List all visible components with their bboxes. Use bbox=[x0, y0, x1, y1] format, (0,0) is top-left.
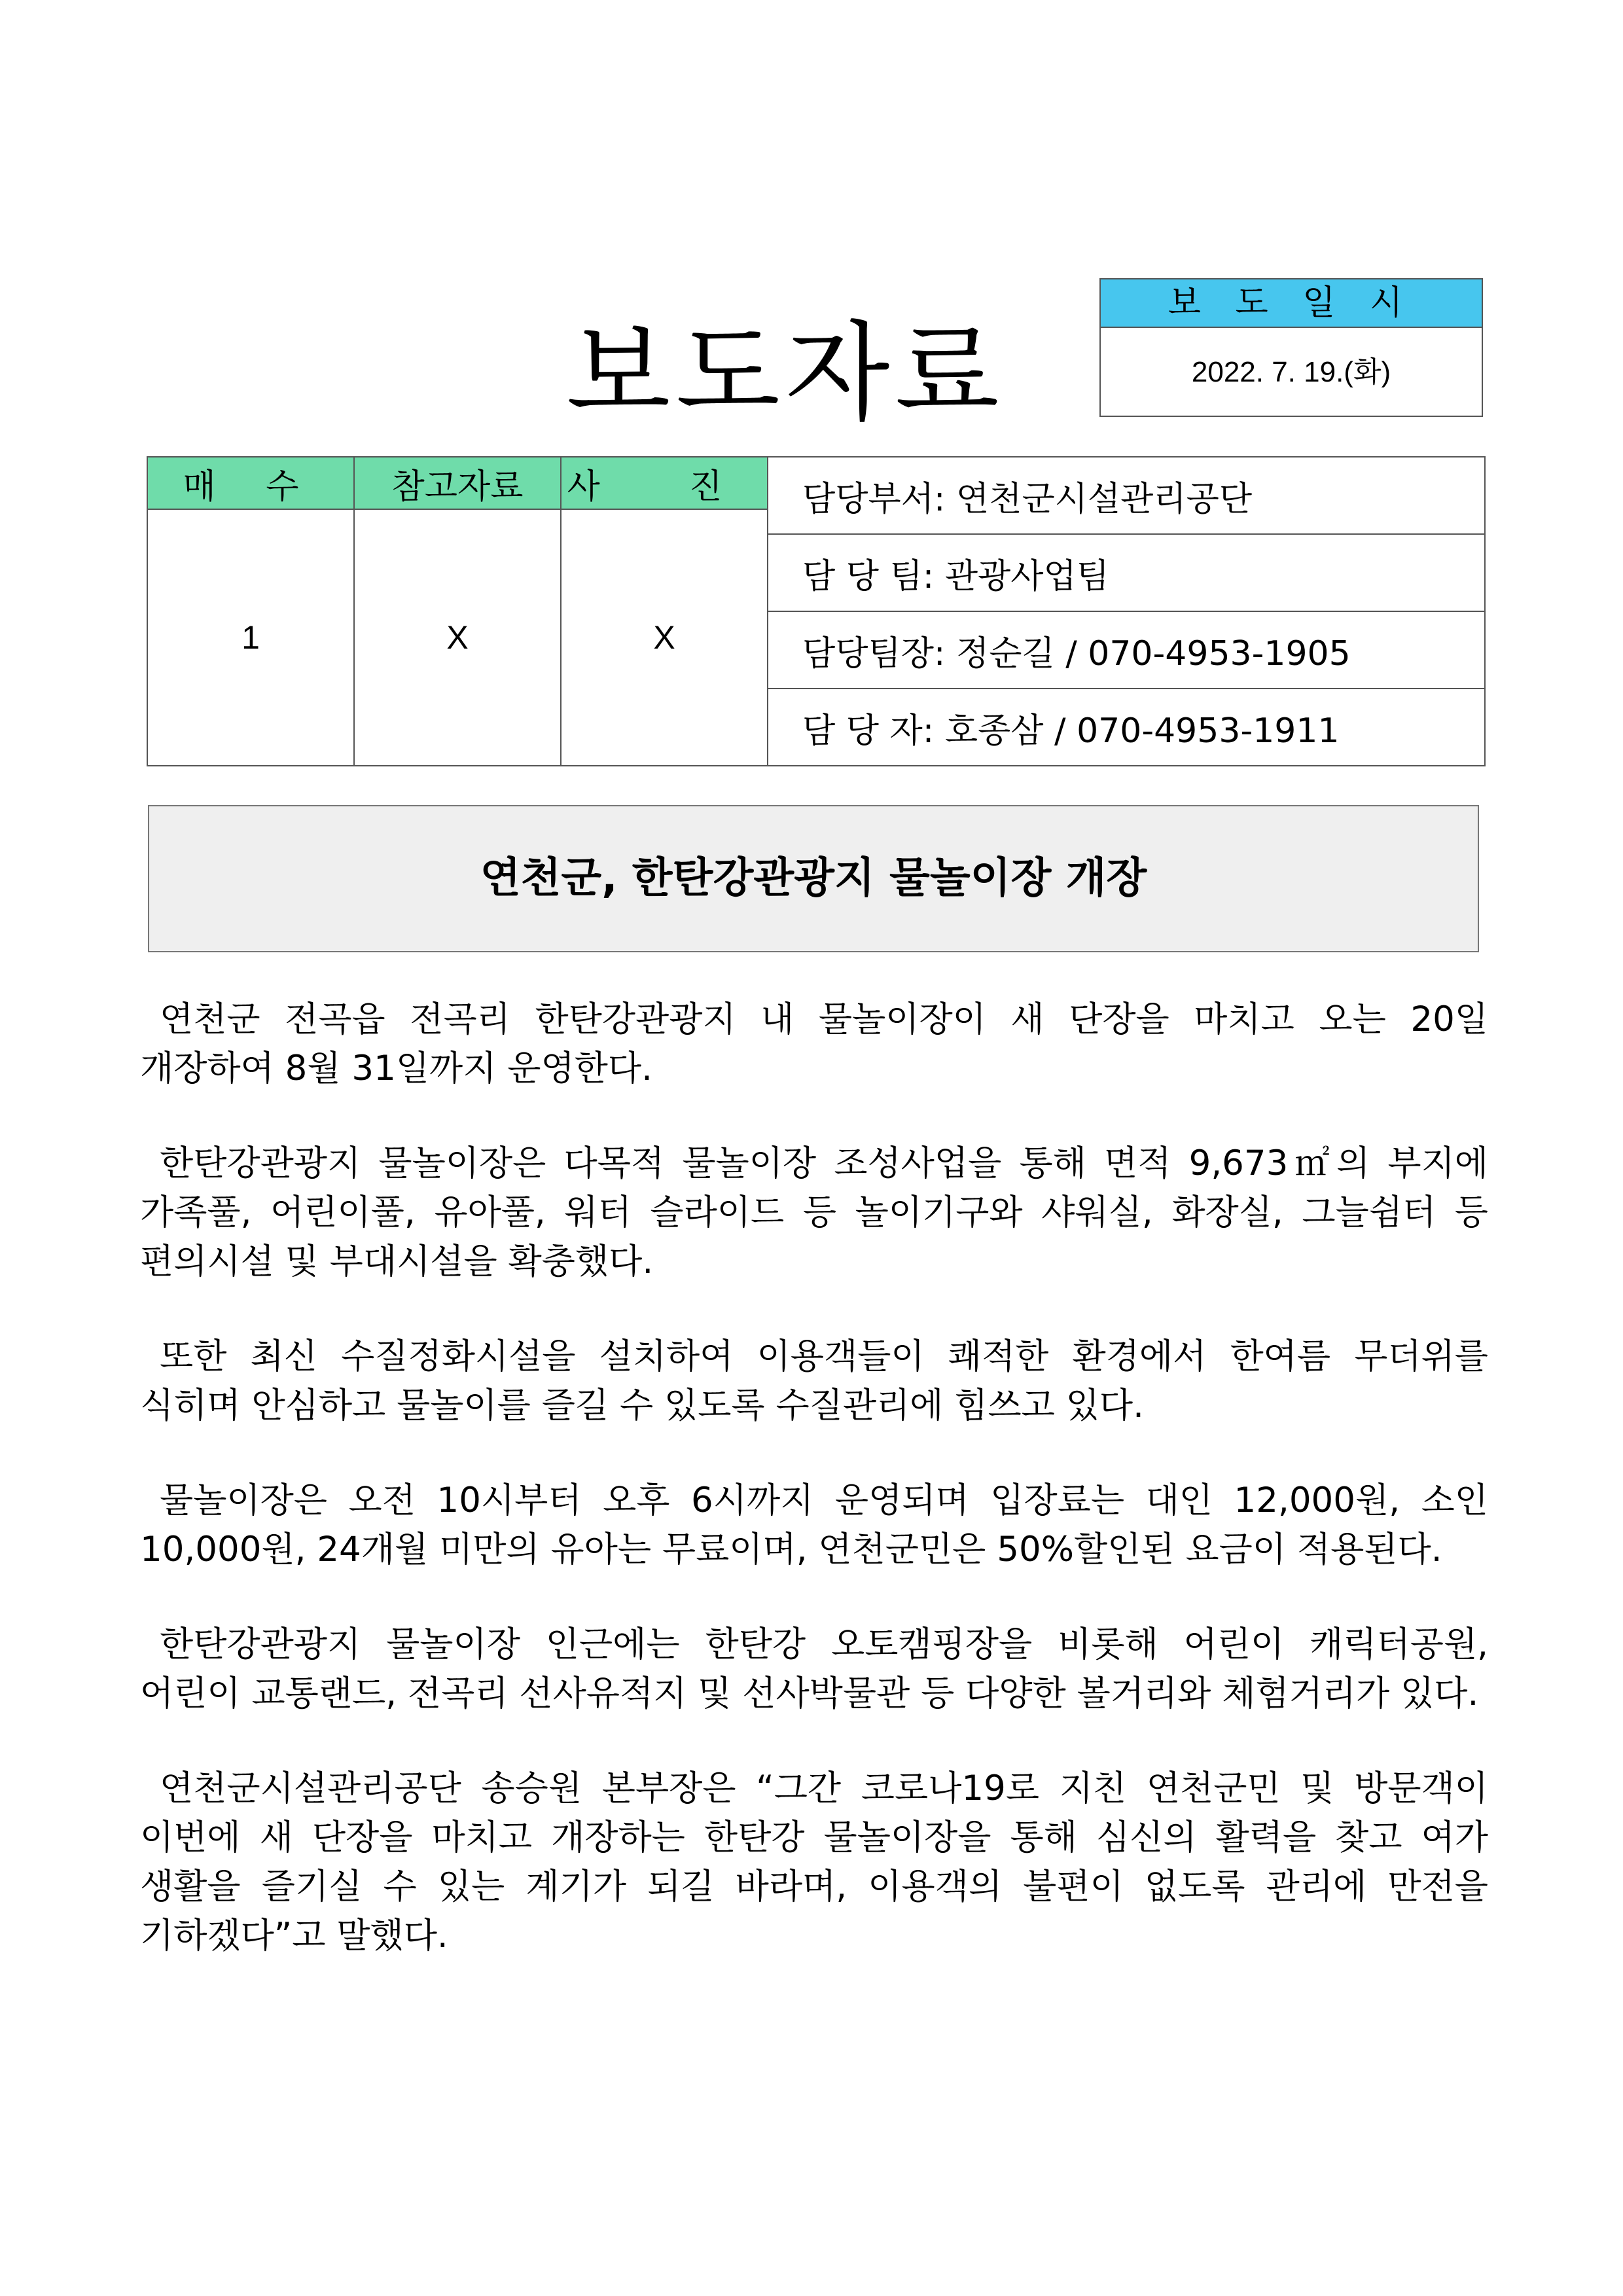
contact-person-value: 호종삼 / 070-4953-1911 bbox=[944, 711, 1340, 751]
contact-department-label: 담당부서: bbox=[802, 479, 946, 519]
contact-person bbox=[768, 689, 1485, 766]
contact-team-leader-value: 정순길 / 070-4953-1905 bbox=[955, 634, 1351, 673]
release-date-box bbox=[1099, 278, 1483, 417]
paragraph-water-quality: 또한 최신 수질정화시설을 설치하여 이용객들이 쾌적한 환경에서 한여름 무더위를 식히며 안심하고 물놀이를 즐길 수 있도록 수질관리에 힘쓰고 있다. bbox=[140, 1336, 1488, 1426]
header-photo: 사 진 bbox=[561, 457, 768, 509]
paragraph-nearby: 한탄강관광지 물놀이장 인근에는 한탄강 오토캠핑장을 비롯해 어린이 캐릭터공원, 어린이 교통랜드, 전곡리 선사유적지 및 선사박물관 등 다양한 볼거리와 체험거리가 있다. bbox=[140, 1624, 1488, 1713]
release-date-label: 보 도 일 시 bbox=[1101, 279, 1482, 328]
contact-person-label: 담 당 자: bbox=[802, 711, 935, 751]
header-reference: 참고자료 bbox=[354, 457, 561, 509]
article-body bbox=[140, 995, 1488, 2006]
contact-department bbox=[768, 457, 1485, 534]
value-reference: X bbox=[354, 509, 561, 766]
contact-team-value: 관광사업팀 bbox=[944, 556, 1109, 596]
page-title: 보도자료 bbox=[566, 310, 1005, 436]
headline: 연천군, 한탄강관광지 물놀이장 개장 bbox=[148, 805, 1479, 952]
paragraph-hours-fees: 물놀이장은 오전 10시부터 오후 6시까지 운영되며 입장료는 대인 12,000원, 소인 10,000원, 24개월 미만의 유아는 무료이며, 연천군민은 50%할인된 요금이 적용된다. bbox=[140, 1480, 1488, 1570]
contact-team bbox=[768, 534, 1485, 611]
contact-team-label: 담 당 팀: bbox=[802, 556, 935, 596]
contact-department-value: 연천군시설관리공단 bbox=[955, 479, 1253, 519]
contact-team-leader-label: 담당팀장: bbox=[802, 634, 946, 673]
paragraph-opening: 연천군 전곡읍 전곡리 한탄강관광지 내 물놀이장이 새 단장을 마치고 오는 20일 개장하여 8월 31일까지 운영한다. bbox=[140, 999, 1488, 1088]
value-pages: 1 bbox=[147, 509, 354, 766]
header-pages: 매 수 bbox=[147, 457, 354, 509]
value-photo: X bbox=[561, 509, 768, 766]
release-date-value: 2022. 7. 19.(화) bbox=[1191, 356, 1391, 388]
release-info-table bbox=[147, 456, 1486, 766]
paragraph-facilities: 한탄강관광지 물놀이장은 다목적 물놀이장 조성사업을 통해 면적 9,673㎡의 부지에 가족풀, 어린이풀, 유아풀, 워터 슬라이드 등 놀이기구와 샤워실, 화장실, 그늘쉼터 등 편의시설 및 부대시설을 확충했다. bbox=[140, 1143, 1488, 1282]
contact-team-leader bbox=[768, 611, 1485, 689]
paragraph-quote: 연천군시설관리공단 송승원 본부장은 “그간 코로나19로 지친 연천군민 및 방문객이 이번에 새 단장을 마치고 개장하는 한탄강 물놀이장을 통해 심신의 활력을 찾고 여가 생활을 즐기실 수 있는 계기가 되길 바라며, 이용객의 불편이 없도록 관리에 만전을 기하겠다”고 말했다. bbox=[140, 1768, 1488, 1956]
